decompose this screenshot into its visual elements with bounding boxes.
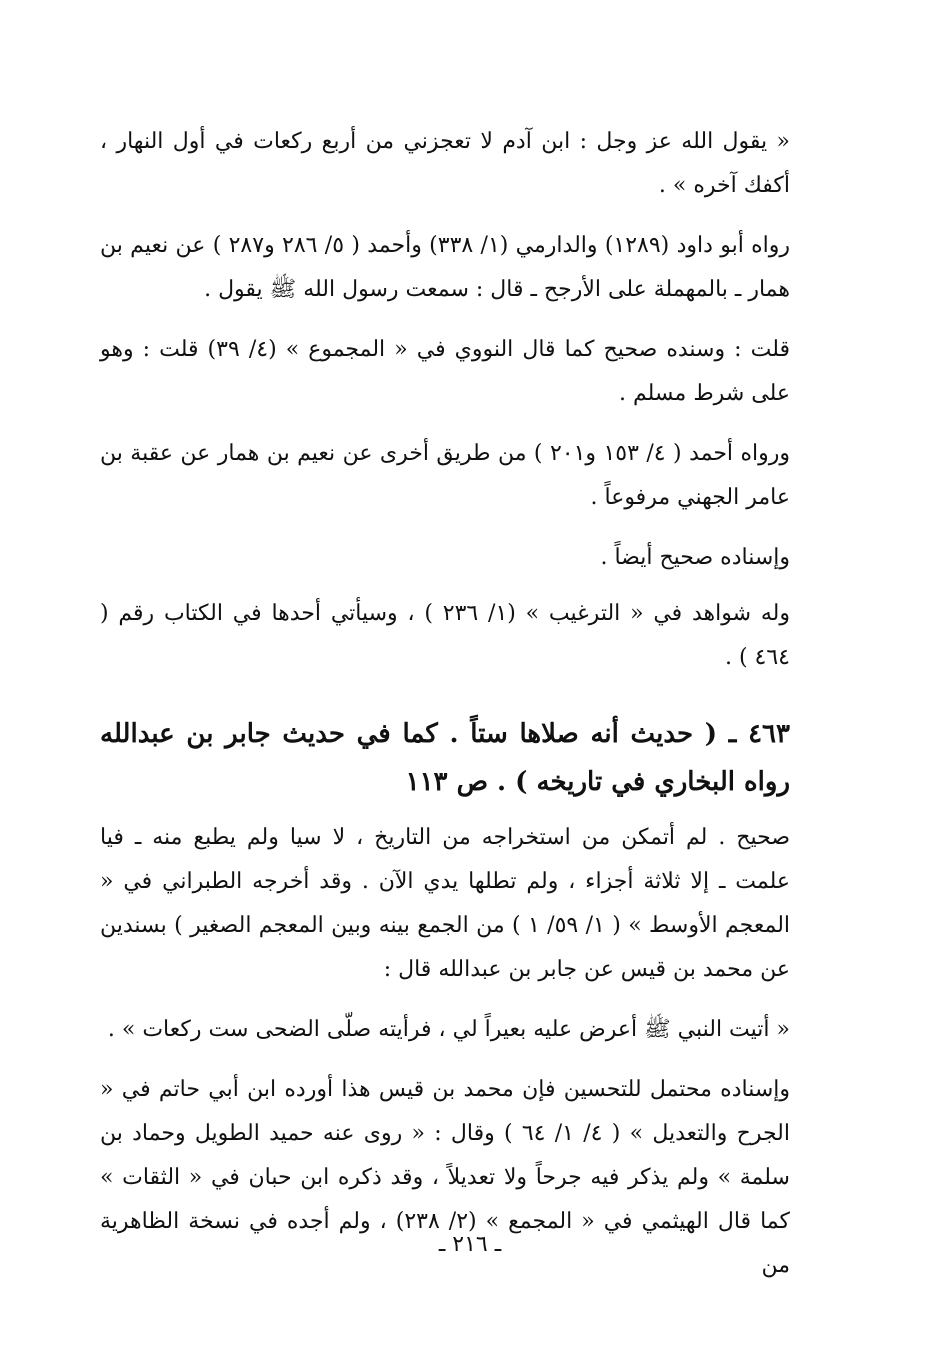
narration-paragraph: رواه أبو داود (١٢٨٩) والدارمي (١/ ٣٣٨) وأحمد ( ٥/ ٢٨٦ و٢٨٧ ) عن نعيم بن همار ـ بالمهملة على الأرجح ـ قال : سمعت رسول الله ﷺ يقول . [100,233,791,302]
hadith-463-heading: ٤٦٣ ـ ( حديث أنه صلاها ستاً . كما في حديث جابر بن عبدالله رواه البخاري في تاريخه ) . ص ١١٣ [100,719,790,797]
isnad-discussion-paragraph: وإسناده محتمل للتحسين فإن محمد بن قيس هذا أورده ابن أبي حاتم في « الجرح والتعديل » ( ٤/ ١/ ٦٤ ) وقال : « روى عنه حميد الطويل وحماد بن سلمة » ولم يذكر فيه جرحاً ولا تعديلاً ، وقد ذكره ابن حبان في « الثقات » كما قال الهيثمي في « المجمع » (٢/ ٢٣٨) ، ولم أجده في نسخة الظاهرية من [100,1077,790,1278]
second-route-paragraph: ورواه أحمد ( ٤/ ١٥٣ و٢٠١ ) من طريق أخرى عن نعيم بن همار عن عقبة بن عامر الجهني مرفوعاً . [100,441,790,510]
page-number: ـ ٢١٦ ـ [438,1232,502,1257]
page-body [100,120,790,1304]
jabir-quote: « أتيت النبي ﷺ أعرض عليه بعيراً لي ، فرأيته صلّى الضحى ست ركعات » . [107,1017,790,1042]
isnad-paragraph: وإسناده صحيح أيضاً . [600,545,790,570]
grading-paragraph: قلت : وسنده صحيح كما قال النووي في « المجموع » (٤/ ٣٩) قلت : وهو على شرط مسلم . [100,337,791,406]
witnesses-paragraph: وله شواهد في « الترغيب » (١/ ٢٣٦ ) ، وسيأتي أحدها في الكتاب رقم ( ٤٦٤ ) . [100,601,790,670]
hadith-quote: « يقول الله عز وجل : ابن آدم لا تعجزني من أربع ركعات في أول النهار ، أكفك آخره » . [100,129,790,198]
takhrij-paragraph: صحيح . لم أتمكن من استخراجه من التاريخ ، لا سيا ولم يطبع منه ـ فيا علمت ـ إلا ثلاثة أجزاء ، ولم تطلها يدي الآن . وقد أخرجه الطبراني في « المعجم الأوسط » ( ١/ ٥٩/ ١ ) من الجمع بينه وبين المعجم الصغير ) بسندين عن محمد بن قيس عن جابر بن عبدالله قال : [100,825,791,982]
